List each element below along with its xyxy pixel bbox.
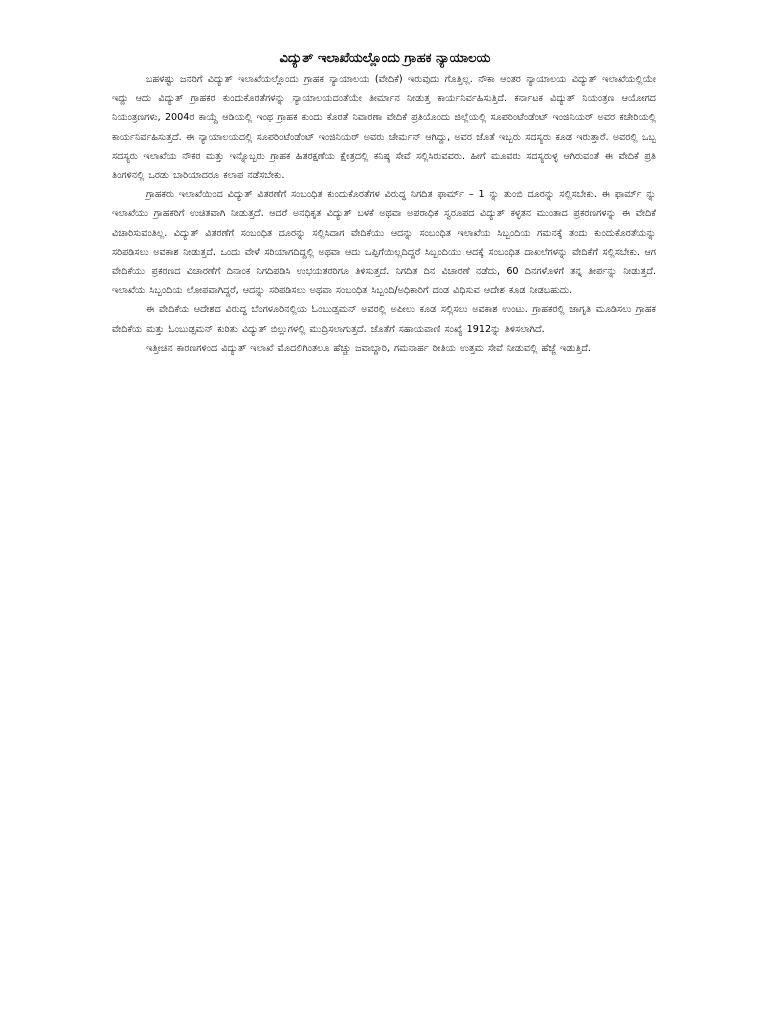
- paragraph-appeal: ಈ ವೇದಿಕೆಯ ಆದೇಶದ ವಿರುದ್ಧ ಬೆಂಗಳೂರಿನಲ್ಲಿಯ ಓಂಬುಡ್ಸಮನ್ ಅವರಲ್ಲಿ ಅಪೀಲು ಕೂಡ ಸಲ್ಲಿಸಲು ಅವಕಾಶ ಉಂಟು. ಗ್ರಾಹಕರಲ್ಲಿ ಜಾಗೃತಿ ಮೂಡಿಸಲು ಗ್ರಾಹಕ ವೇದಿಕೆಯ ಮತ್ತು ಓಂಬುಡ್ಸಮನ್ ಕುರಿತು ವಿದ್ಯುತ್ ಬಿಲ್ಲುಗಳಲ್ಲಿ ಮುದ್ರಿಸಲಾಗುತ್ತದೆ. ಜೊತೆಗೆ ಸಹಾಯವಾಣಿ ಸಂಖ್ಯೆ 1912ನ್ನು ತಿಳಿಸಲಾಗಿದೆ.: [112, 304, 656, 335]
- paragraph-conclusion: ಇತ್ತೀಚಿನ ಕಾರಣಗಳಿಂದ ವಿದ್ಯುತ್ ಇಲಾಖೆ ಮೊದಲಿಗಿಂತಲೂ ಹೆಚ್ಚು ಜವಾಬ್ದಾರಿ, ಗಮನಾರ್ಹ ರೀತಿಯ ಉತ್ತಮ ಸೇವೆ ನೀಡುವಲ್ಲಿ ಹೆಜ್ಜೆ ಇಡುತ್ತಿದೆ.: [146, 342, 591, 354]
- document-title: ವಿದ್ಯುತ್ ಇಲಾಖೆಯಲ್ಲೊಂದು ಗ್ರಾಹಕ ನ್ಯಾಯಾಲಯ: [279, 51, 491, 66]
- paragraph-intro: ಬಹಳಷ್ಟು ಜನರಿಗೆ ವಿದ್ಯುತ್ ಇಲಾಖೆಯಲ್ಲೊಂದು ಗ್ರಾಹಕ ನ್ಯಾಯಾಲಯ (ವೇದಿಕೆ) ಇರುವುದು ಗೊತ್ತಿಲ್ಲ. ನೌಕಾ ಆಂತರ ನ್ಯಾಯಾಲಯ ವಿದ್ಯುತ್ ಇಲಾಖೆಯಲ್ಲಿಯೇ ಇದ್ದು ಆದು ವಿದ್ಯುತ್ ಗ್ರಾಹಕರ ಕುಂದುಕೊರತೆಗಳನ್ನು ನ್ಯಾಯಾಲಯದಂತೆಯೇ ತೀರ್ಮಾನ ನೀಡುತ್ತ ಕಾರ್ಯನಿರ್ವಹಿಸುತ್ತಿದೆ. ಕರ್ನಾಟಕ ವಿದ್ಯುತ್ ನಿಯಂತ್ರಣ ಆಯೋಗದ ನಿಯಂತ್ರಣಗಳು, 2004ರ ಕಾಯ್ದೆ ಆಡಿಯಲ್ಲಿ ಇಂಥ ಗ್ರಾಹಕ ಕುಂದು ಕೊರತೆ ನಿವಾರಣಾ ವೇದಿಕೆ ಪ್ರತಿಯೊಂದು ಜಿಲ್ಲೆಯಲ್ಲಿ ಸೂಪರಿಂಟೆಂಡೆಂಟ್ ಇಂಜಿನಿಯರ್ ಅವರ ಕಚೇರಿಯಲ್ಲಿ ಕಾರ್ಯನಿರ್ವಹಿಸುತ್ತದೆ. ಈ ನ್ಯಾಯಾಲಯದಲ್ಲಿ ಸೂಪರಿಂಟೆಂಡೆಂಟ್ ಇಂಜಿನಿಯರ್ ಅವರು ಚೇರ್ಮನ್ ಆಗಿದ್ದು, ಅವರ ಜೊತೆ ಇಬ್ಬರು ಸದಸ್ಯರು ಕೂಡ ಇರುತ್ತಾರೆ. ಅವರಲ್ಲಿ ಒಬ್ಬ ಸದಸ್ಯರು ಇಲಾಖೆಯ ನೌಕರ ಮತ್ತು ಇನ್ನೊಬ್ಬರು ಗ್ರಾಹಕ ಹಿತರಕ್ಷಣೆಯ ಕ್ಷೇತ್ರದಲ್ಲಿ ಕನಿಷ್ಠ ಸೇವೆ ಸಲ್ಲಿಸಿರುವವರು. ಹೀಗೆ ಮೂವರು ಸದಸ್ಯರುಳ್ಳ ಆಗಿರುವಂತೆ ಈ ವೇದಿಕೆ ಪ್ರತಿ ತಿಂಗಳಿನಲ್ಲಿ ಒರಡು ಬಾರಿಯಾದರೂ ಕಲಾಪ ನಡೆಸಬೇಕು.: [112, 74, 656, 182]
- document-body: [112, 70, 656, 358]
- paragraph-complaint-procedure: ಗ್ರಾಹಕರು ಇಲಾಖೆಯಿಂದ ವಿದ್ಯುತ್ ವಿತರಣೆಗೆ ಸಂಬಂಧಿತ ಕುಂದುಕೊರತೆಗಳ ವಿರುದ್ಧ ನಿಗದಿತ ಫಾರ್ಮ್ – 1 ನ್ನು ತುಂಬಿ ದೂರನ್ನು ಸಲ್ಲಿಸಬೇಕು. ಈ ಫಾರ್ಮ್ ನ್ನು ಇಲಾಖೆಯು ಗ್ರಾಹಕರಿಗೆ ಉಚಿತವಾಗಿ ನೀಡುತ್ತದೆ. ಆದರೆ ಅನಧಿಕೃತ ವಿದ್ಯುತ್ ಬಳಕೆ ಅಥವಾ ಅಪರಾಧಿಕ ಸ್ವರೂಪದ ವಿದ್ಯುತ್ ಕಳ್ಳತನ ಮುಂತಾದ ಪ್ರಕರಣಗಳನ್ನು ಈ ವೇದಿಕೆ ವಿಚಾರಿಸುವಂತಿಲ್ಲ. ವಿದ್ಯುತ್ ವಿತರಣೆಗೆ ಸಂಬಂಧಿತ ದೂರನ್ನು ಸಲ್ಲಿಸಿದಾಗ ವೇದಿಕೆಯು ಆದನ್ನು ಸಂಬಂಧಿತ ಇಲಾಖೆಯ ಸಿಬ್ಬಂದಿಯ ಗಮನಕ್ಕೆ ತಂದು ಕುಂದುಕೊರತೆಯನ್ನು ಸರಿಪಡಿಸಲು ಅವಕಾಶ ನೀಡುತ್ತದೆ. ಒಂದು ವೇಳೆ ಸರಿಯಾಗದಿದ್ದಲ್ಲಿ ಅಥವಾ ಆದು ಒಪ್ಪಿಗೆಯಿಲ್ಲದಿದ್ದರೆ ಸಿಬ್ಬಂದಿಯು ಆದಕ್ಕೆ ಸಂಬಂಧಿತ ದಾಖಲೆಗಳನ್ನು ವೇದಿಕೆಗೆ ಸಲ್ಲಿಸಬೇಕು. ಆಗ ವೇದಿಕೆಯು ಪ್ರಕರಣದ ವಿಚಾರಣೆಗೆ ದಿನಾಂಕ ನಿಗದಿಪಡಿಸಿ ಉಭಯತರರಿಗೂ ತಿಳಿಸುತ್ತದೆ. ನಿಗದಿತ ದಿನ ವಿಚಾರಣೆ ನಡೆದು, 60 ದಿನಗಳೊಳಗೆ ತನ್ನ ತೀರ್ಪನ್ನು ನೀಡುತ್ತದೆ. ಇಲಾಖೆಯ ಸಿಬ್ಬಂದಿಯ ಲೋಪವಾಗಿದ್ದರೆ, ಆದನ್ನು ಸರಿಪಡಿಸಲು ಅಥವಾ ಸಂಬಂಧಿತ ಸಿಬ್ಬಂದಿ/ಅಧಿಕಾರಿಗೆ ದಂಡ ವಿಧಿಸುವ ಆದೇಶ ಕೂಡ ನೀಡಬಹುದು.: [112, 189, 656, 297]
